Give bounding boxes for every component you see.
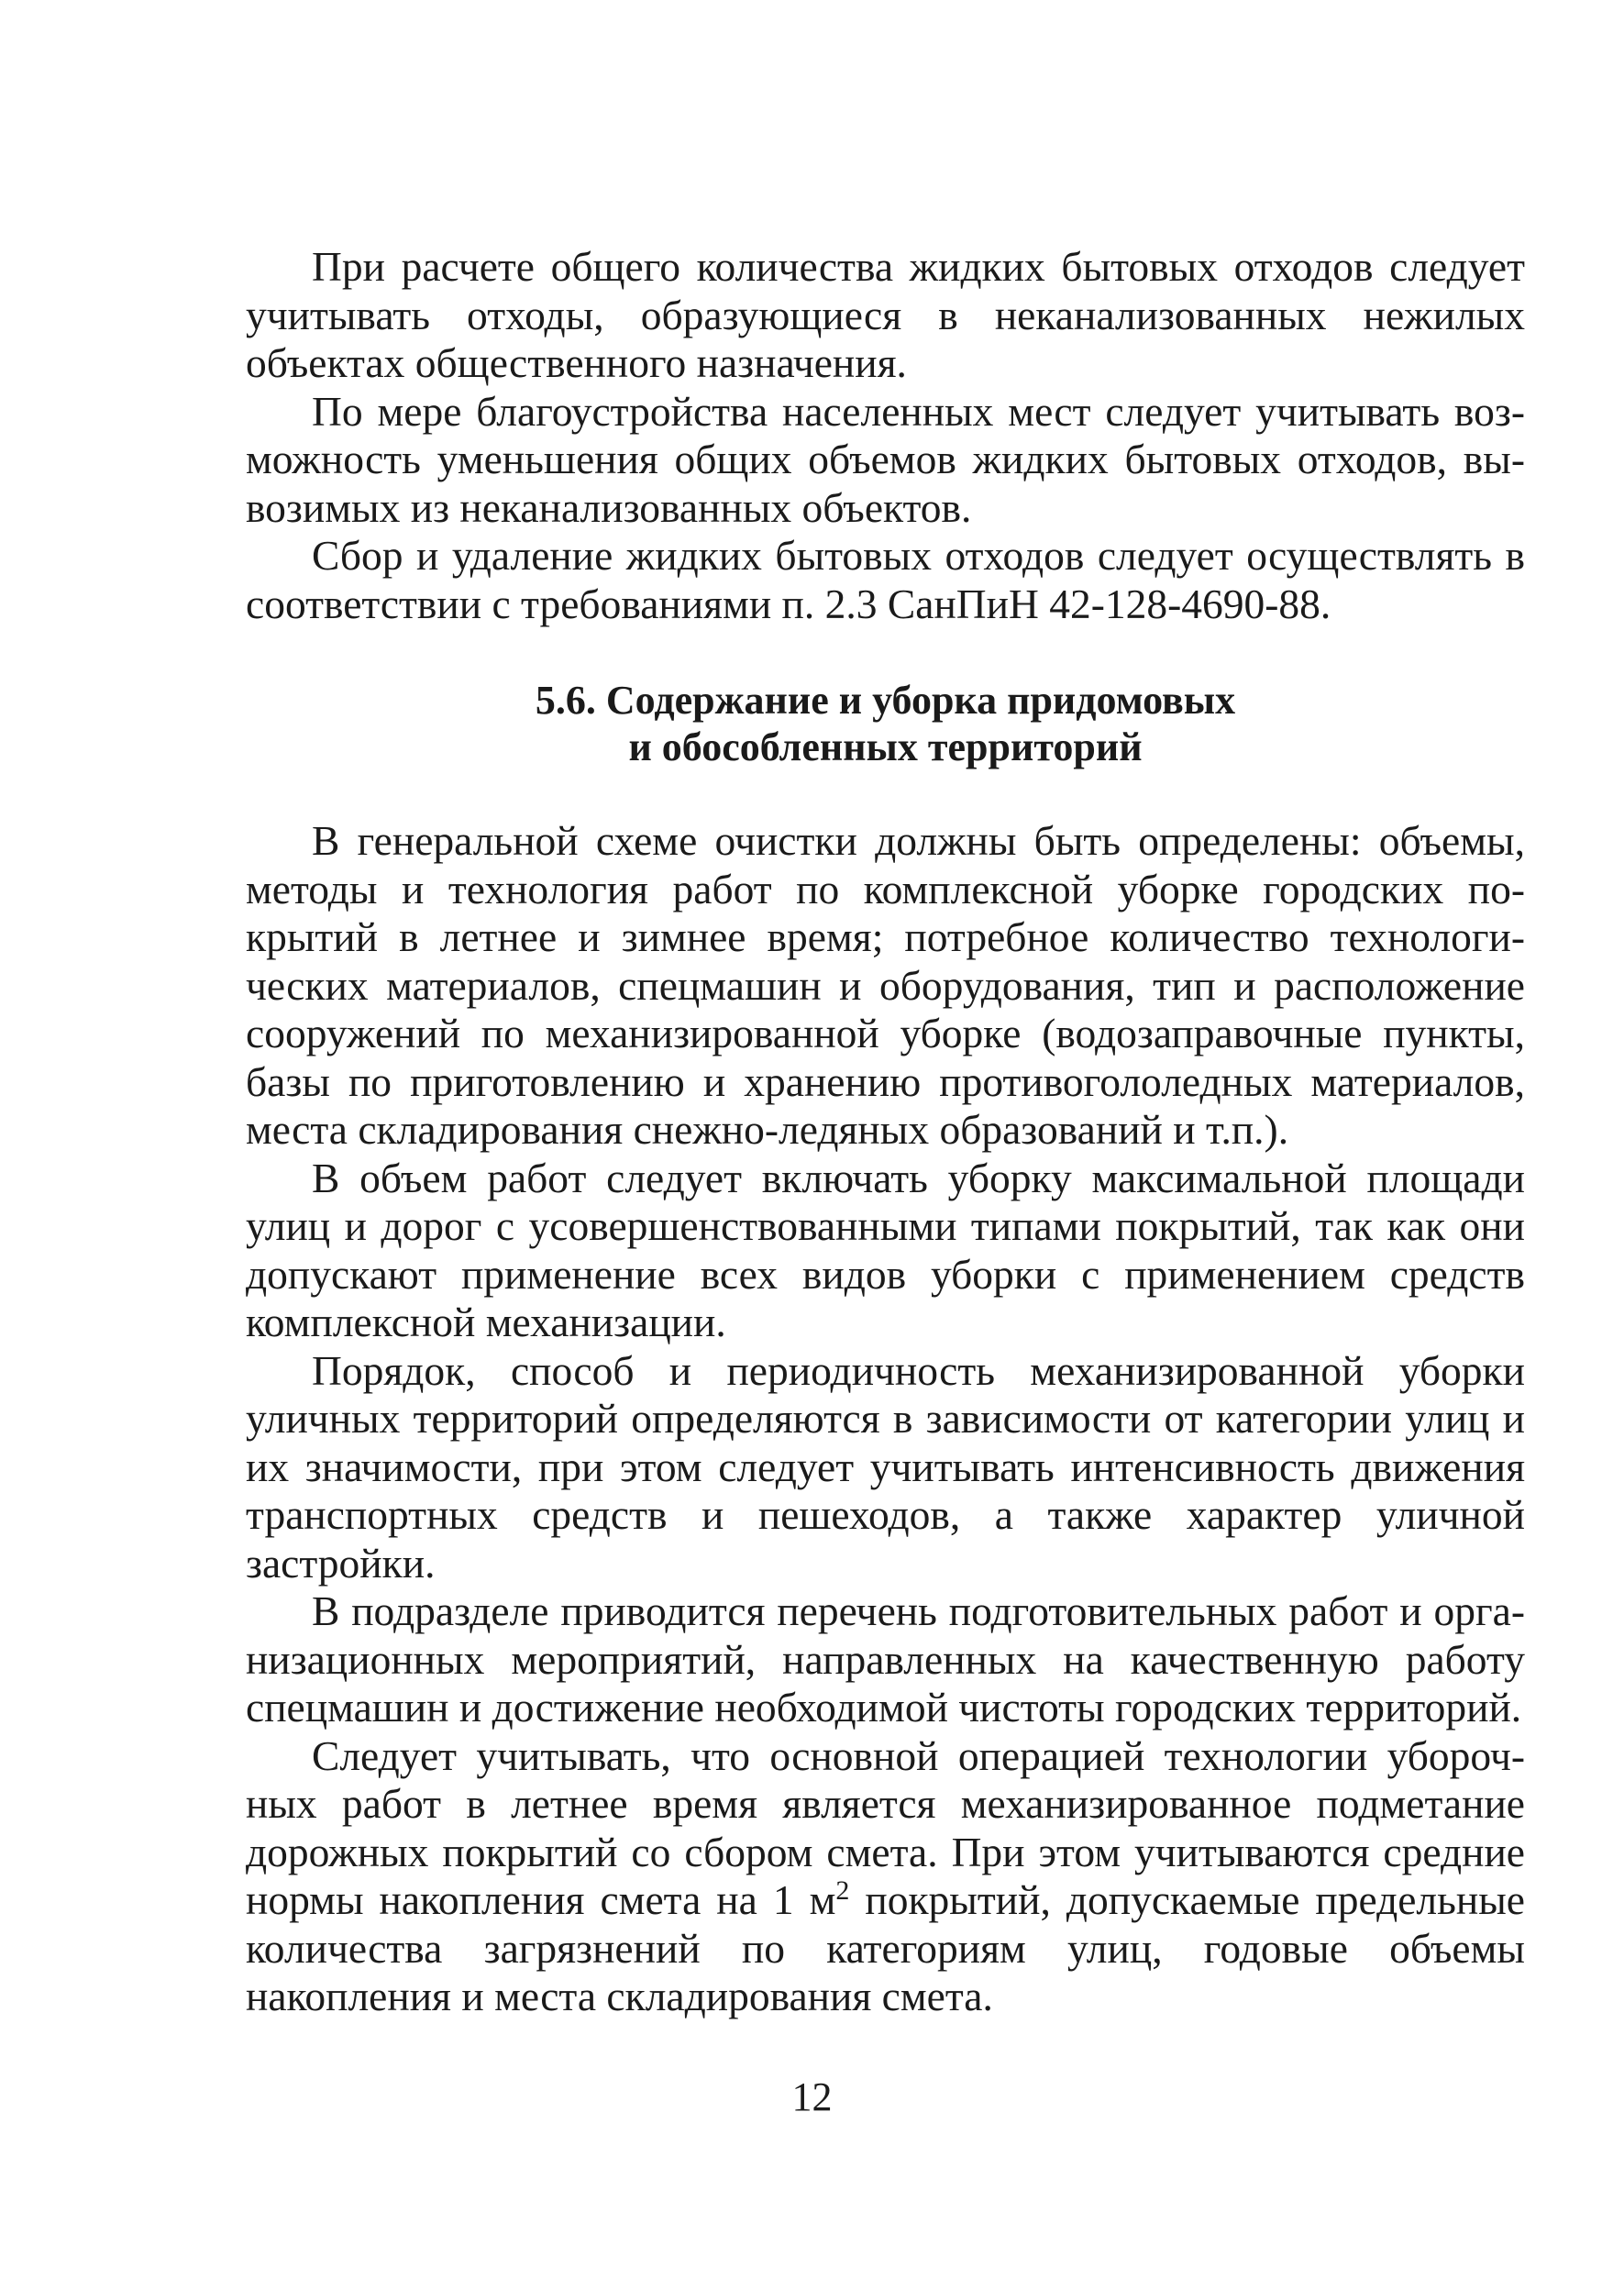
page-body xyxy=(246,243,1525,2021)
paragraph-order-of-cleaning: Порядок, способ и периодичность механизированной уборки уличных территорий определяются в зависимости от категории улиц и их значимости, при этом следует учитывать интенсивность движения транспортных средств и пешеходов, а также характер уличной застройки. xyxy=(246,1346,1525,1587)
paragraph-summer-sweeping xyxy=(246,1732,1525,2021)
paragraph-collection-removal: Сбор и удаление жидких бытовых отходов следует осуществлять в соответствии с требованиями п. 2.3 СанПиН 42-128-4690-88. xyxy=(246,532,1525,627)
paragraph-improvement-reduction: По мере благоустройства населенных мест следует учитывать возможность уменьшения общих объемов жидких бытовых отходов, вывозимых из неканализованных объектов. xyxy=(246,387,1525,531)
paragraph-preparatory-work: В подразделе приводится перечень подготовительных работ и организационных мероприятий, направленных на качественную работу спецмашин и достижение необходимой чистоты городских территорий. xyxy=(246,1587,1525,1731)
section-heading xyxy=(246,677,1525,770)
summer-sweeping-text-part2: покрытий, допускаемые предельные количества загрязнений по категориям улиц, годовые объемы накопления и места складирования смета. xyxy=(246,1876,1525,2019)
section-heading-line2: и обособленных территорий xyxy=(628,724,1143,769)
summer-sweeping-text-part1: Следует учитывать, что основной операцией технологии уборочных работ в летнее время является механизированное подметание дорожных покрытий со сбором смета. При этом учитываются средние нормы накопления смета на 1 м xyxy=(246,1731,1525,1923)
square-meter-superscript: 2 xyxy=(835,1875,850,1906)
paragraph-scope-of-work: В объем работ следует включать уборку максимальной площади улиц и дорог с усовершенствованными типами покрытий, так как они допускают применение всех видов уборки с применением средств комплексной механизации. xyxy=(246,1154,1525,1345)
section-heading-line1: 5.6. Содержание и уборка придомовых xyxy=(535,678,1236,723)
paragraph-general-scheme: В генеральной схеме очистки должны быть определены: объемы, методы и технология работ по комплексной уборке городских покрытий в летнее и зимнее время; потребное количество технологических материалов, спецмашин и оборудования, тип и расположение сооружений по механизированной уборке (водозаправочные пункты, базы по приготовлению и хранению противогололедных материалов, места складирования снежно-ледяных образований и т.п.). xyxy=(246,817,1525,1153)
paragraph-liquid-waste-calculation: При расчете общего количества жидких бытовых отходов следует учитывать отходы, образующиеся в неканализованных нежилых объектах общественного назначения. xyxy=(246,243,1525,386)
page-number: 12 xyxy=(791,2074,833,2119)
